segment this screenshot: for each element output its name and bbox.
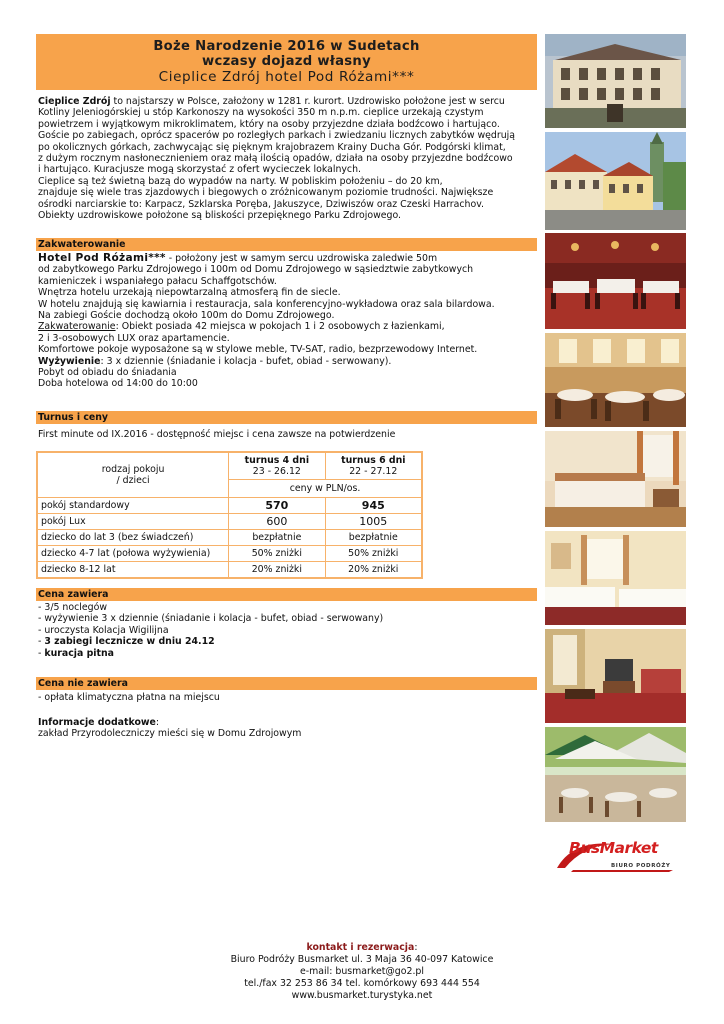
intro-line: Goście po zabiegach, oprócz spacerów po rozległych parkach i zwiedzaniu licznych zabytków wędrują — [38, 130, 516, 142]
table-row — [37, 546, 422, 562]
price-table — [36, 451, 423, 579]
intro-line: i hartująco. Kuracjusze mogą skorzystać z ofert wycieczek lokalnych. — [38, 164, 362, 176]
row-value: 20% zniżki — [325, 562, 422, 579]
table-row — [37, 498, 422, 514]
turnus2-title: turnus 6 dni — [341, 455, 406, 466]
turnus1-title: turnus 4 dni — [244, 455, 310, 466]
hotel-name: Hotel Pod Różami*** — [38, 252, 166, 264]
row-value: 1005 — [325, 514, 422, 530]
contact-address: Biuro Podróży Busmarket ul. 3 Maja 36 40-097 Katowice — [230, 954, 494, 965]
section-accommodation-title: Zakwaterowanie — [36, 238, 537, 251]
hotel-desc: - położony jest w samym sercu uzdrowiska zaledwie 50m — [165, 253, 438, 264]
cafe-interior-photo — [545, 333, 686, 427]
list-item: - 3/5 noclegów — [38, 602, 107, 613]
accommodation-text — [38, 253, 538, 390]
table-row — [37, 514, 422, 530]
restaurant-photo — [545, 233, 686, 329]
intro-line: Cieplice są też świetną bazą do wypadów na narty. W pobliskim położeniu – do 20 km, — [38, 175, 443, 187]
row-value: 570 — [229, 498, 325, 514]
table-header-turnus1 — [229, 452, 325, 480]
turnus2-dates: 22 - 27.12 — [349, 466, 398, 477]
intro-line: znajduje się wiele tras zjazdowych i biegowych o zróżnicowanym poziomie trudności. Największe — [38, 187, 494, 199]
suite-photo — [545, 629, 686, 723]
twin-room-photo — [545, 531, 686, 625]
row-value: 20% zniżki — [229, 562, 325, 579]
contact-phone: tel./fax 32 253 86 34 tel. komórkowy 693 444 554 — [244, 978, 480, 989]
accommodation-line: Komfortowe pokoje wyposażone są w stylowe meble, TV-SAT, radio, bezprzewodowy Internet. — [38, 344, 478, 356]
intro-line: ośrodki narciarskie to: Karpacz, Szklarska Poręba, Jakuszyce, Dziwiszów oraz Czeski Harrachov. — [38, 198, 485, 210]
row-label: dziecko do lat 3 (bez świadczeń) — [37, 530, 229, 546]
accommodation-line: W hotelu znajdują się kawiarnia i restauracja, sala konferencyjno-wykładowa oraz sala bilardowa. — [38, 298, 495, 310]
food-text: : 3 x dziennie (śniadanie i kolacja - bufet, obiad - serwowany). — [100, 355, 392, 367]
list-item: - uroczysta Kolacja Wigilijna — [38, 624, 169, 636]
accommodation-line: od zabytkowego Parku Zdrojowego i 100m od Domu Zdrojowego w sąsiedztwie zabytkowych — [38, 264, 474, 276]
row-label: dziecko 8-12 lat — [37, 562, 229, 579]
zakwaterowanie-text: : Obiekt posiada 42 miejsca w pokojach 1 i 2 osobowych z łazienkami, — [115, 321, 445, 333]
offer-hotel-line: Cieplice Zdrój hotel Pod Różami*** — [158, 69, 415, 85]
hotel-room-photo — [545, 431, 686, 527]
intro-line: powietrzem i wyjątkowym mikroklimatem, który na osoby przyjezdne działa bodźcowo i hartująco. — [38, 118, 500, 130]
row-value: 50% zniżki — [325, 546, 422, 562]
intro-line: z dużym rocznym nasłonecznieniem oraz małą ilością opadów, działa na osoby przyjezdne bodźcowo — [38, 153, 513, 165]
header-room-label-2: / dzieci — [116, 475, 150, 486]
contact-footer — [0, 942, 724, 1002]
list-item-bold: 3 zabiegi lecznicze w dniu 24.12 — [44, 636, 215, 648]
logo-subtitle: BIURO PODRÓŻY — [611, 863, 671, 869]
contact-title: kontakt i rezerwacja — [306, 942, 415, 953]
accommodation-line: kamieniczek i wspaniałego pałacu Schaffgotschów. — [38, 275, 277, 287]
table-unit: ceny w PLN/os. — [229, 480, 422, 498]
header-room-label: rodzaj pokoju — [101, 463, 165, 475]
garden-terrace-photo — [545, 727, 686, 822]
includes-list — [38, 602, 538, 659]
accommodation-line: 2 i 3-osobowych LUX oraz apartamencie. — [38, 332, 230, 344]
row-value: bezpłatnie — [325, 530, 422, 546]
intro-line: to najstarszy w Polsce, założony w 1281 r. kurort. Uzdrowisko położone jest w sercu — [110, 96, 505, 107]
logo-name: BusMarket — [569, 839, 658, 857]
row-value: 600 — [229, 514, 325, 530]
intro-lead: Cieplice Zdrój — [38, 96, 111, 107]
accommodation-line: Doba hotelowa od 14:00 do 10:00 — [38, 378, 198, 390]
extra-info — [38, 717, 538, 740]
contact-website[interactable]: www.busmarket.turystyka.net — [291, 990, 433, 1001]
row-label: pokój Lux — [37, 514, 229, 530]
row-value: 50% zniżki — [229, 546, 325, 562]
prices-note: First minute od IX.2016 - dostępność miejsc i cena zawsze na potwierdzenie — [38, 429, 396, 440]
contact-email[interactable]: e-mail: busmarket@go2.pl — [300, 966, 424, 977]
accommodation-line: Pobyt od obiadu do śniadania — [38, 367, 177, 379]
offer-header — [36, 34, 537, 90]
table-row — [37, 530, 422, 546]
row-label: dziecko 4-7 lat (połowa wyżywienia) — [37, 546, 229, 562]
section-includes-title: Cena zawiera — [36, 588, 537, 601]
hotel-facade-photo — [545, 34, 686, 128]
zakwaterowanie-label: Zakwaterowanie — [38, 321, 116, 333]
accommodation-line: Na zabiegi Goście dochodzą około 100m do Domu Zdrojowego. — [38, 310, 335, 322]
turnus1-dates: 23 - 26.12 — [252, 466, 301, 477]
food-label: Wyżywienie — [38, 355, 101, 367]
intro-text — [38, 96, 538, 221]
table-row — [37, 562, 422, 579]
extra-title: Informacje dodatkowe — [38, 717, 156, 728]
intro-line: Kotliny Jeleniogórskiej u stóp Karkonoszy na wysokości 350 m n.p.m. cieplice urzekają czystym — [38, 107, 484, 119]
list-item: - 3 zabiegi lecznicze w dniu 24.12 — [38, 636, 215, 648]
row-value: bezpłatnie — [229, 530, 325, 546]
row-label: pokój standardowy — [37, 498, 229, 514]
table-header-room — [37, 452, 229, 498]
extra-colon: : — [155, 717, 160, 728]
table-header-turnus2 — [325, 452, 422, 480]
list-item-bold: kuracja pitna — [44, 647, 115, 659]
list-item: - wyżywienie 3 x dziennie (śniadanie i kolacja - bufet, obiad - serwowany) — [38, 613, 384, 625]
extra-text: zakład Przyrodoleczniczy mieści się w Domu Zdrojowym — [38, 728, 302, 740]
offer-title: Boże Narodzenie 2016 w Sudetach — [153, 39, 420, 54]
town-square-photo — [545, 132, 686, 230]
offer-subtitle: wczasy dojazd własny — [201, 54, 372, 69]
row-value: 945 — [325, 498, 422, 514]
list-item: - opłata klimatyczna płatna na miejscu — [38, 692, 220, 703]
accommodation-line: Wnętrza hotelu urzekają niepowtarzalną atmosferą fin de siecle. — [38, 287, 341, 299]
section-prices-title: Turnus i ceny — [36, 411, 537, 424]
list-item: - kuracja pitna — [38, 647, 115, 659]
table-header-row — [37, 452, 422, 480]
section-excludes-title: Cena nie zawiera — [36, 677, 537, 690]
contact-colon: : — [414, 942, 418, 953]
intro-line: Obiekty uzdrowiskowe położone są bliskości przepięknego Parku Zdrojowego. — [38, 210, 402, 222]
excludes-list — [38, 692, 538, 703]
intro-line: po okolicznych górkach, zachwycając się pięknym krajobrazem Krainy Ducha Gór. Podgórski klimat, — [38, 141, 506, 153]
